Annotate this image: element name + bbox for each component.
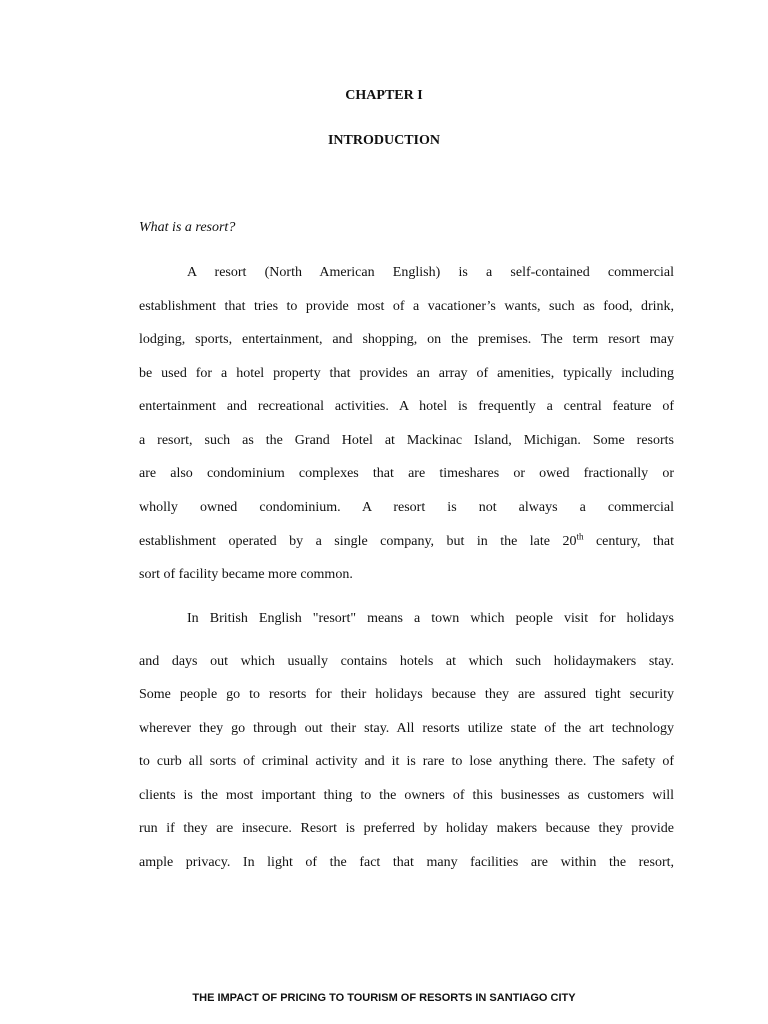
chapter-label: CHAPTER I [345,88,423,103]
paragraph-line: a resort, such as the Grand Hotel at Mackinac Island, Michigan. Some resorts [139,433,674,448]
paragraph-line: sort of facility became more common. [139,567,353,582]
paragraph-line: to curb all sorts of criminal activity and it is rare to lose anything there. The safety of [139,754,674,769]
paragraph-line: establishment that tries to provide most of a vacationer’s wants, such as food, drink, [139,299,674,314]
paragraph-line: and days out which usually contains hotels at which such holidaymakers stay. [139,654,674,669]
paragraph-line: entertainment and recreational activities. A hotel is frequently a central feature of [139,399,674,414]
paragraph-line: be used for a hotel property that provides an array of amenities, typically including [139,366,674,381]
paragraph-line: are also condominium complexes that are timeshares or owed fractionally or [139,466,674,481]
section-title: INTRODUCTION [327,133,440,148]
paragraph-line: run if they are insecure. Resort is preferred by holiday makers because they provide [139,821,674,836]
paragraph-line-with-superscript [139,533,674,551]
superscript: th [576,531,584,542]
paragraph-line: clients is the most important thing to the owners of this businesses as customers will [139,788,674,803]
paragraph-line: In British English "resort" means a town which people visit for holidays [187,611,674,626]
paragraph-line: ample privacy. In light of the fact that many facilities are within the resort, [139,855,674,870]
paragraph-line: wherever they go through out their stay. All resorts utilize state of the art technology [139,721,674,736]
paragraph-line: A resort (North American English) is a self-contained commercial [187,265,674,280]
line-text: century, that [583,534,674,549]
paragraph-line: Some people go to resorts for their holidays because they are assured tight security [139,687,674,702]
paragraph-line: wholly owned condominium. A resort is not always a commercial [139,500,674,515]
subheading: What is a resort? [139,220,236,235]
line-text: establishment operated by a single company, but in the late 20 [139,534,577,549]
paragraph-line: lodging, sports, entertainment, and shopping, on the premises. The term resort may [139,332,674,347]
page-footer: THE IMPACT OF PRICING TO TOURISM OF RESORTS IN SANTIAGO CITY [192,992,576,1004]
